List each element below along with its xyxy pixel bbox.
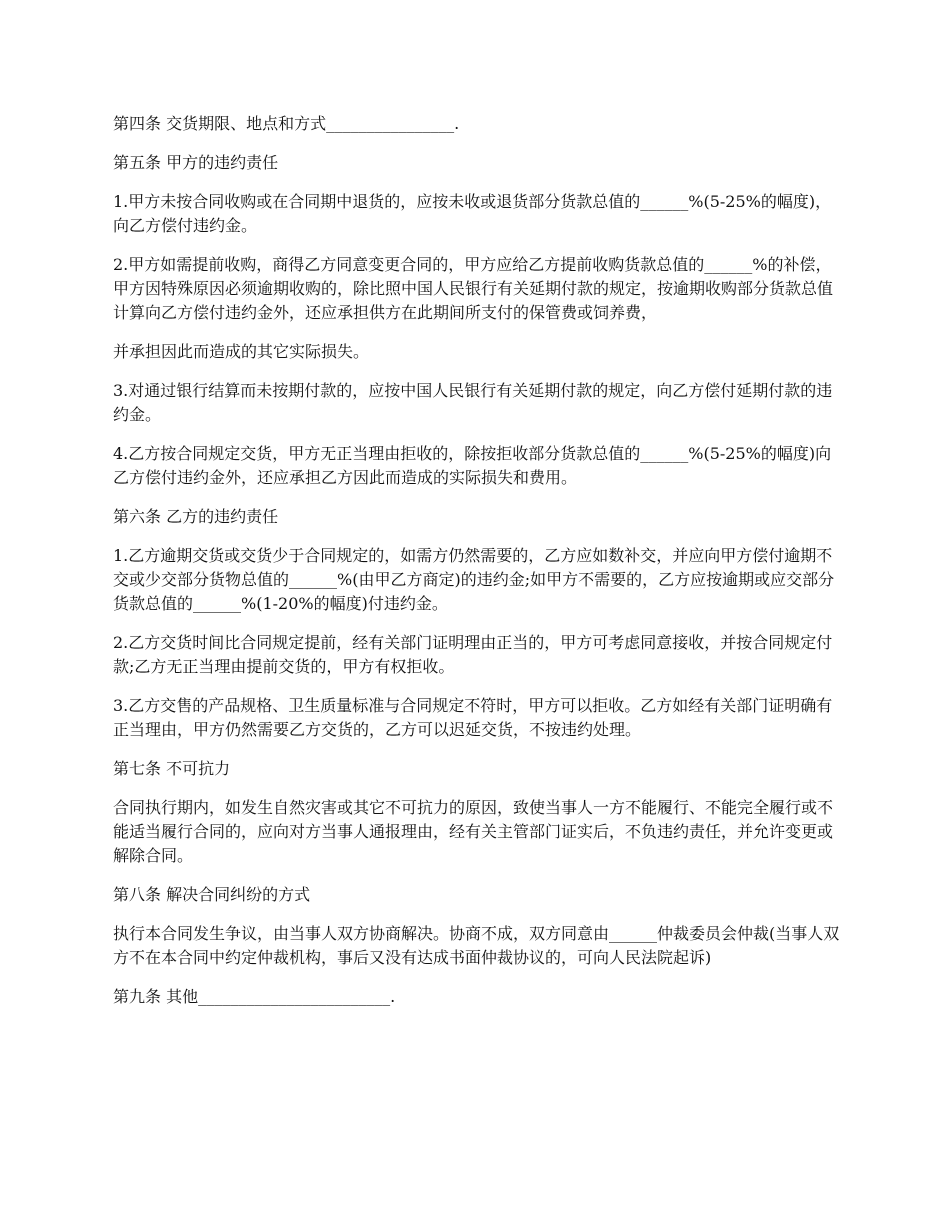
article-5-clause-4: 4.乙方按合同规定交货，甲方无正当理由拒收的，除按拒收部分货款总值的______%(5-25%的幅度)向乙方偿付违约金外，还应承担乙方因此而造成的实际损失和费用。 bbox=[113, 444, 832, 487]
article-5-heading: 第五条 甲方的违约责任 bbox=[113, 153, 279, 172]
article-5-clause-2-continued: 并承担因此而造成的其它实际损失。 bbox=[113, 342, 370, 361]
article-7-heading: 第七条 不可抗力 bbox=[113, 759, 231, 778]
article-5-clause-2: 2.甲方如需提前收购，商得乙方同意变更合同的，甲方应给乙方提前收购货款总值的______%的补偿，甲方因特殊原因必须逾期收购的，除比照中国人民银行有关延期付款的规定，按逾期收购部分货款总值计算向乙方偿付违约金外，还应承担供方在此期间所支付的保管费或饲养费， bbox=[113, 255, 834, 322]
article-5-clause-3: 3.对通过银行结算而未按期付款的，应按中国人民银行有关延期付款的规定，向乙方偿付延期付款的违约金。 bbox=[113, 381, 833, 424]
document-body bbox=[113, 112, 845, 1024]
article-5-clause-1: 1.甲方未按合同收购或在合同期中退货的，应按未收或退货部分货款总值的______%(5-25%的幅度)，向乙方偿付违约金。 bbox=[113, 192, 832, 235]
article-6-clause-1: 1.乙方逾期交货或交货少于合同规定的，如需方仍然需要的，乙方应如数补交，并应向甲方偿付逾期不交或少交部分货物总值的______%(由甲乙方商定)的违约金;如甲方不需要的，乙方应按逾期或应交部分货款总值的______%(1-20%的幅度)付违约金。 bbox=[113, 546, 835, 613]
article-7-body: 合同执行期内，如发生自然灾害或其它不可抗力的原因，致使当事人一方不能履行、不能完全履行或不能适当履行合同的，应向对方当事人通报理由，经有关主管部门证实后，不负违约责任，并允许变更或解除合同。 bbox=[113, 798, 834, 865]
article-6-heading: 第六条 乙方的违约责任 bbox=[113, 507, 279, 526]
article-8-body: 执行本合同发生争议，由当事人双方协商解决。协商不成，双方同意由______仲裁委员会仲裁(当事人双方不在本合同中约定仲裁机构，事后又没有达成书面仲裁协议的，可向人民法院起诉) bbox=[113, 924, 840, 967]
article-8-heading: 第八条 解决合同纠纷的方式 bbox=[113, 885, 311, 904]
article-4-heading: 第四条 交货期限、地点和方式________________. bbox=[113, 114, 460, 133]
article-6-clause-3: 3.乙方交售的产品规格、卫生质量标准与合同规定不符时，甲方可以拒收。乙方如经有关部门证明确有正当理由，甲方仍然需要乙方交货的，乙方可以迟延交货，不按违约处理。 bbox=[113, 696, 833, 739]
article-9-heading: 第九条 其他________________________. bbox=[113, 987, 396, 1006]
article-6-clause-2: 2.乙方交货时间比合同规定提前，经有关部门证明理由正当的，甲方可考虑同意接收，并按合同规定付款;乙方无正当理由提前交货的，甲方有权拒收。 bbox=[113, 633, 833, 676]
